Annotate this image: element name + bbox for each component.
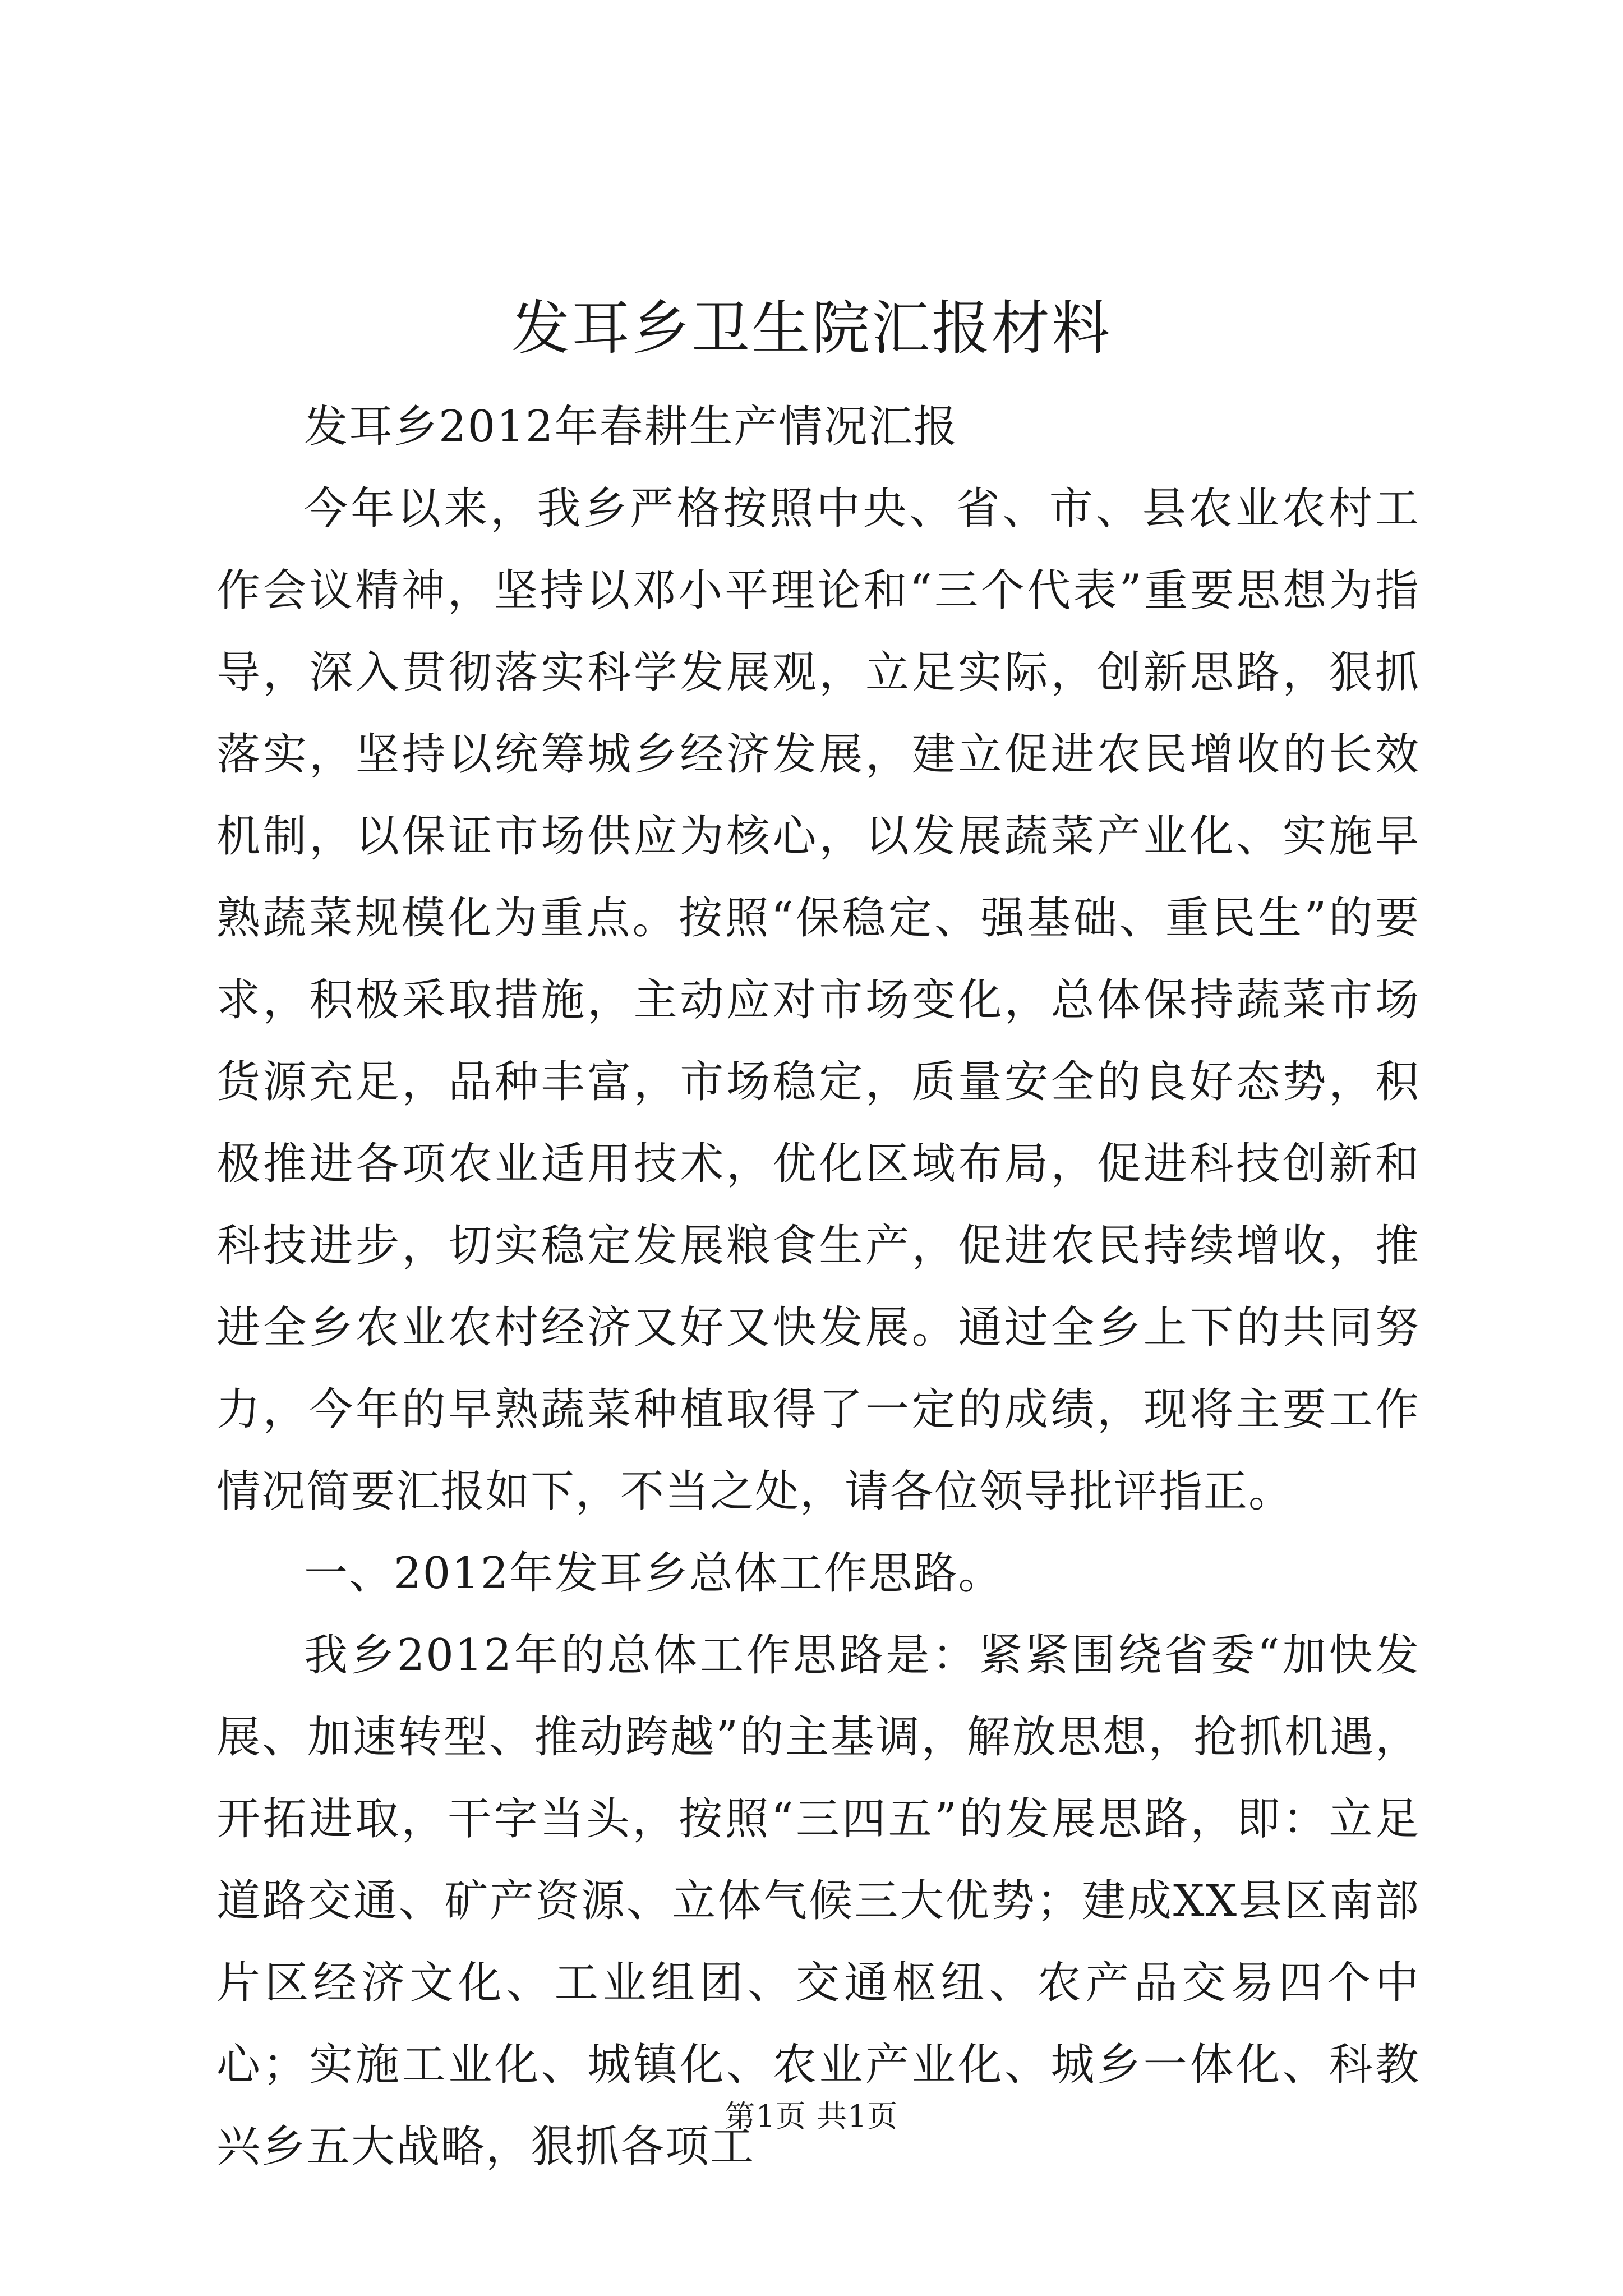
intro-paragraph: 今年以来，我乡严格按照中央、省、市、县农业农村工作会议精神，坚持以邓小平理论和“三个代表”重要思想为指导，深入贯彻落实科学发展观，立足实际，创新思路，狠抓落实，坚持以统筹城乡经济发展，建立促进农民增收的长效机制，以保证市场供应为核心，以发展蔬菜产业化、实施早熟蔬菜规模化为重点。按照“保稳定、强基础、重民生”的要求，积极采取措施，主动应对市场变化，总体保持蔬菜市场货源充足，品种丰富，市场稳定，质量安全的良好态势，积极推进各项农业适用技术，优化区域布局，促进科技创新和科技进步，切实稳定发展粮食生产，促进农民持续增收，推进全乡农业农村经济又好又快发展。通过全乡上下的共同努力，今年的早熟蔬菜种植取得了一定的成绩，现将主要工作情况简要汇报如下，不当之处，请各位领导批评指正。 bbox=[216, 484, 1420, 1517]
section-paragraph: 我乡2012年的总体工作思路是：紧紧围绕省委“加快发展、加速转型、推动跨越”的主基调，解放思想，抢抓机遇，开拓进取，干字当头，按照“三四五”的发展思路，即：立足道路交通、矿产资源、立体气候三大优势；建成XX县区南部片区经济文化、工业组团、交通枢纽、农产品交易四个中心；实施工业化、城镇化、农业产业化、城乡一体化、科教兴乡五大战略，狠抓各项工 bbox=[216, 1630, 1420, 2172]
document-body bbox=[216, 386, 1420, 2188]
section-heading: 一、2012年发耳乡总体工作思路。 bbox=[304, 1548, 1003, 1599]
subtitle-paragraph: 发耳乡2012年春耕生产情况汇报 bbox=[304, 402, 958, 452]
page-footer: 第1页 共1页 bbox=[725, 2099, 898, 2134]
document-title: 发耳乡卫生院汇报材料 bbox=[511, 294, 1112, 362]
